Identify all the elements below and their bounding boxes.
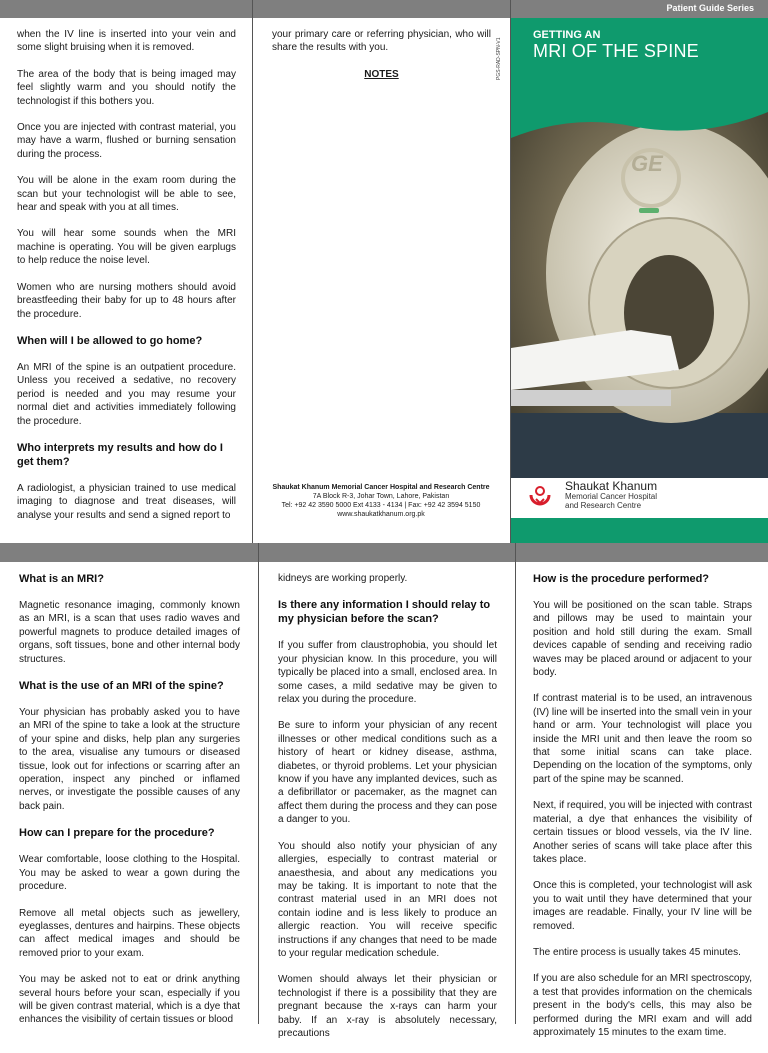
hospital-phone: Tel: +92 42 3590 5000 Ext 4133 - 4134 | Fax: +92 42 3594 5150 xyxy=(281,502,481,509)
paragraph: Your physician has probably asked you to have an MRI of the spine to take a look at the structure of your spine and disks, help plan any surgeries to the area, visualise any tumours or diseased tissue, look out for infections or scarring after an operation, inspect any pinched or inflamed nerves, or investigate the possible causes of any back pain. xyxy=(19,707,240,812)
paragraph: Next, if required, you will be injected with contrast material, a dye that enhances the visibility of certain tissues or blood vessels, via the IV line. Another series of scans will take place after this takes place. xyxy=(533,800,752,865)
hospital-contact-block xyxy=(262,483,500,519)
paragraph: Women should always let their physician or technologist if there is a possibility that they are pregnant because the x-rays can harm your baby. If an x-ray is absolutely necessary, precautions xyxy=(278,974,497,1039)
notes-label: NOTES xyxy=(364,68,399,80)
paragraph: A radiologist, a physician trained to use medical imaging to diagnose and treat diseases, will analyse your results and send a signed report to xyxy=(17,482,236,521)
bottom-fold-line-2 xyxy=(515,543,516,1024)
paragraph: You will hear some sounds when the MRI machine is operating. You will be given earplugs to help reduce the noise level. xyxy=(17,228,236,267)
status-lights xyxy=(639,208,659,213)
paragraph: If you are also schedule for an MRI spectroscopy, a test that provides information on the chemicals present in the body's cells, this may also be performed during the MRI exam and will add approximately 15 minutes to the exam time. xyxy=(533,973,752,1038)
top-fold-line-1 xyxy=(252,0,253,543)
green-bottom-band xyxy=(511,518,768,543)
floor xyxy=(511,413,768,478)
logo-sub-1: Memorial Cancer Hospital xyxy=(565,492,658,501)
paragraph: Once this is completed, your technologist will ask you to wait until they have determined that your images are readable. Finally, your IV line will be removed. xyxy=(533,880,752,932)
bottom-left-panel xyxy=(19,572,240,1040)
top-middle-panel xyxy=(272,28,491,81)
paragraph: Magnetic resonance imaging, commonly known as an MRI, is a scan that uses radio waves and powerful magnets to produce detailed images of organs, soft tissues, bone and other internal body structures. xyxy=(19,600,240,665)
paragraph: If contrast material is to be used, an intravenous (IV) line will be inserted into the small vein in your hand or arm. Your technologist will place you inside the MRI unit and then leave the room so that some initial scans can take place. Depending on the location of the symptoms, only part of the spine may be scanned. xyxy=(533,693,752,785)
heading-use-of-mri: What is the use of an MRI of the spine? xyxy=(19,680,224,693)
hospital-logo-icon xyxy=(527,482,553,508)
top-header-bar-right xyxy=(511,0,768,18)
bottom-right-panel xyxy=(533,572,752,1052)
hospital-website: www.shaukatkhanum.org.pk xyxy=(337,511,425,518)
paragraph: You will be alone in the exam room during the scan but your technologist will be able to see, hear and speak with you at all times. xyxy=(17,175,236,214)
bottom-header-bar xyxy=(0,543,768,562)
paragraph: You will be positioned on the scan table. Straps and pillows may be used to maintain your position and hold still during the exam. Small devices capable of sending and receiving radio waves may be placed around or adjacent to your body. xyxy=(533,600,752,679)
paragraph: your primary care or referring physician, who will share the results with you. xyxy=(272,29,491,54)
hospital-logo xyxy=(527,478,757,514)
logo-name: Shaukat Khanum xyxy=(565,479,658,493)
paragraph: Women who are nursing mothers should avoid breastfeeding their baby for up to 48 hours after the procedure. xyxy=(17,281,236,320)
bottom-fold-line-1 xyxy=(258,543,259,1024)
paragraph: An MRI of the spine is an outpatient procedure. Unless you received a sedative, no recovery period is needed and you may resume your normal diet and activities immediately following the procedure. xyxy=(17,361,236,427)
logo-sub-2: and Research Centre xyxy=(565,501,642,510)
paragraph: You may be asked not to eat or drink anything several hours before your scan, especially if you will be given contrast material, which is a dye that enhances the visibility of certain tissues or blood xyxy=(19,974,240,1026)
heading-go-home: When will I be allowed to go home? xyxy=(17,334,203,347)
cover-artwork xyxy=(511,18,768,543)
paragraph: The entire process is usually takes 45 minutes. xyxy=(533,946,741,958)
heading-results: Who interprets my results and how do I get them? xyxy=(17,441,223,468)
paragraph: kidneys are working properly. xyxy=(278,573,408,584)
heading-what-is-mri: What is an MRI? xyxy=(19,573,104,585)
paragraph: Be sure to inform your physician of any recent illnesses or other medical conditions such as a history of heart or kidney disease, asthma, diabetes, or thyroid problems. Let your physician know if you have any implanted devices, such as a defibrillator or pacemaker, as the magnet can affect them during the process and they can pose a danger to you. xyxy=(278,720,497,826)
hospital-name: Shaukat Khanum Memorial Cancer Hospital and Research Centre xyxy=(272,484,490,491)
bottom-middle-panel xyxy=(278,572,497,1053)
cover-title-large: MRI OF THE SPINE xyxy=(533,41,699,61)
hospital-address: 7A Block R-3, Johar Town, Lahore, Pakistan xyxy=(312,493,450,500)
paragraph: when the IV line is inserted into your vein and some slight bruising when it is removed. xyxy=(17,29,236,54)
top-left-panel xyxy=(17,28,236,535)
scanner-table xyxy=(511,390,671,406)
paragraph: You should also notify your physician of any allergies, especially to contrast material or anaesthesia, and about any medications you may be taking. It is important to note that the contrast material used in an MRI does not contain iodine and is less likely to produce an allergic reaction. You will receive specific instructions if any changes that need to be made to your regular medication schedule. xyxy=(278,840,497,959)
paragraph: Once you are injected with contrast material, you may have a warm, flushed or burning sensation during the process. xyxy=(17,122,236,160)
print-code: PGS-RAD-SPN-V1 xyxy=(496,37,502,80)
heading-relay-info: Is there any information I should relay to my physician before the scan? xyxy=(278,599,491,626)
scanner-brand-text: GE xyxy=(631,151,663,176)
cover-panel xyxy=(511,18,768,543)
top-header-bar-left xyxy=(0,0,511,18)
cover-title-small: GETTING AN xyxy=(533,29,601,41)
heading-procedure: How is the procedure performed? xyxy=(533,573,710,585)
paragraph: If you suffer from claustrophobia, you should let your physician know. In this procedure, you will typically be placed into a small, enclosed area. In some cases, a mild sedative may be given to relax you during the procedure. xyxy=(278,640,497,706)
paragraph: The area of the body that is being imaged may feel slightly warm and you should notify the technologist if this bothers you. xyxy=(17,68,236,107)
paragraph: Wear comfortable, loose clothing to the Hospital. You may be asked to wear a gown during the procedure. xyxy=(19,854,240,893)
series-label: Patient Guide Series xyxy=(666,3,754,13)
heading-prepare: How can I prepare for the procedure? xyxy=(19,827,215,840)
paragraph: Remove all metal objects such as jewellery, eyeglasses, dentures and hairpins. These objects can affect medical images and should be removed prior to your exam. xyxy=(19,907,240,959)
